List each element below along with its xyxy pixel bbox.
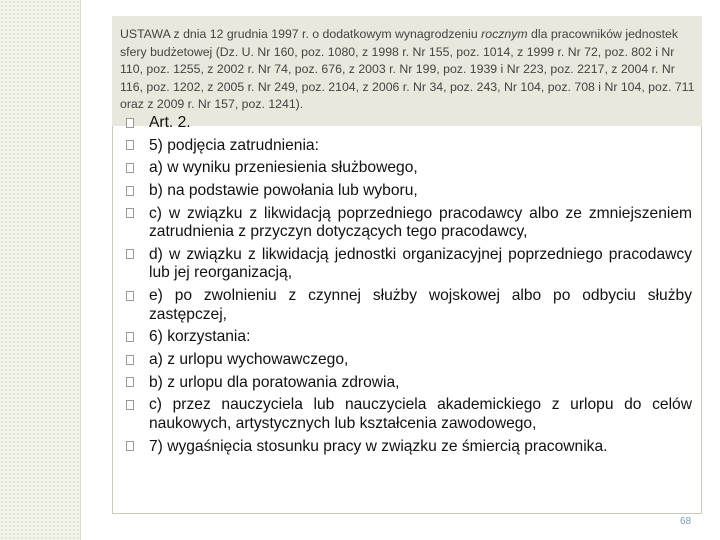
list-item-text: Art. 2. (149, 114, 191, 131)
list-item (126, 246, 692, 283)
list-item-text: b) z urlopu dla poratowania zdrowia, (149, 373, 400, 391)
header-text-start: USTAWA z dnia 12 grudnia 1997 r. o dodatkowym wynagrodzeniu (120, 27, 482, 41)
list-item-text: 5) podjęcia zatrudnienia: (149, 136, 319, 154)
bullet-box-icon (126, 291, 134, 301)
list-item-text: c) przez nauczyciela lub nauczyciela akademickiego z urlopu do celów naukowych, artystycznych lub kształcenia zawodowego, (149, 396, 692, 432)
bullet-box-icon (126, 355, 134, 365)
bullet-box-icon (126, 441, 134, 451)
list-item (126, 182, 692, 201)
left-divider (80, 0, 81, 540)
list-item (126, 396, 692, 433)
page-number: 68 (680, 516, 692, 527)
bullet-box-icon (126, 208, 134, 218)
bullet-box-icon (126, 377, 134, 387)
list-item-text: c) w związku z likwidacją poprzedniego pracodawcy albo ze zmniejszeniem zatrudnienia z przyczyn dotyczących tego pracodawcy, (149, 204, 692, 241)
list-item (126, 287, 692, 324)
list-item-text: e) po zwolnieniu z czynnej służby wojskowej albo po odbyciu służby zastępczej, (149, 287, 692, 323)
bullet-box-icon (126, 186, 134, 196)
list-item-text: a) z urlopu wychowawczego, (149, 351, 349, 368)
list-item (126, 351, 692, 370)
law-citation-header (112, 16, 702, 126)
list-item (126, 205, 692, 242)
list-item-text: d) w związku z likwidacją jednostki organizacyjnej poprzedniego pracodawcy lub jej reorganizacją, (149, 245, 692, 282)
bullet-box-icon (126, 249, 134, 259)
list-item-text: b) na podstawie powołania lub wyboru, (149, 182, 418, 200)
bullet-box-icon (126, 163, 134, 173)
bullet-box-icon (126, 400, 134, 410)
header-italic-word: rocznym (481, 27, 528, 41)
list-item (126, 137, 692, 156)
list-item (126, 374, 692, 393)
list-item-text: 6) korzystania: (149, 328, 251, 346)
bullet-box-icon (126, 118, 134, 128)
list-item (126, 438, 692, 457)
list-item-article (126, 114, 692, 133)
article-list (126, 114, 692, 460)
list-item (126, 328, 692, 347)
header-text-end: dla pracowników jednostek sfery budżetowej (Dz. U. Nr 160, poz. 1080, z 1998 r. Nr 155, poz. 1014, z 1999 r. Nr 72, poz. 802 i Nr 110, poz. 1255, z 2002 r. Nr 74, poz. 676, z 2003 r. Nr 199, poz. 1939 i Nr 223, poz. 2217, z 2004 r. Nr 116, poz. 1202, z 2005 r. Nr 249, poz. 2104, z 2006 r. Nr 34, poz. 243, Nr 104, poz. 708 i Nr 104, poz. 711 oraz z 2009 r. Nr 157, poz. 1241). (120, 27, 695, 112)
list-item-text: a) w wyniku przeniesienia służbowego, (149, 159, 418, 177)
bullet-box-icon (126, 140, 134, 150)
list-item-text: 7) wygaśnięcia stosunku pracy w związku ze śmiercią pracownika. (149, 437, 608, 455)
left-decorative-band (0, 0, 80, 540)
list-item (126, 159, 692, 178)
bullet-box-icon (126, 332, 134, 342)
